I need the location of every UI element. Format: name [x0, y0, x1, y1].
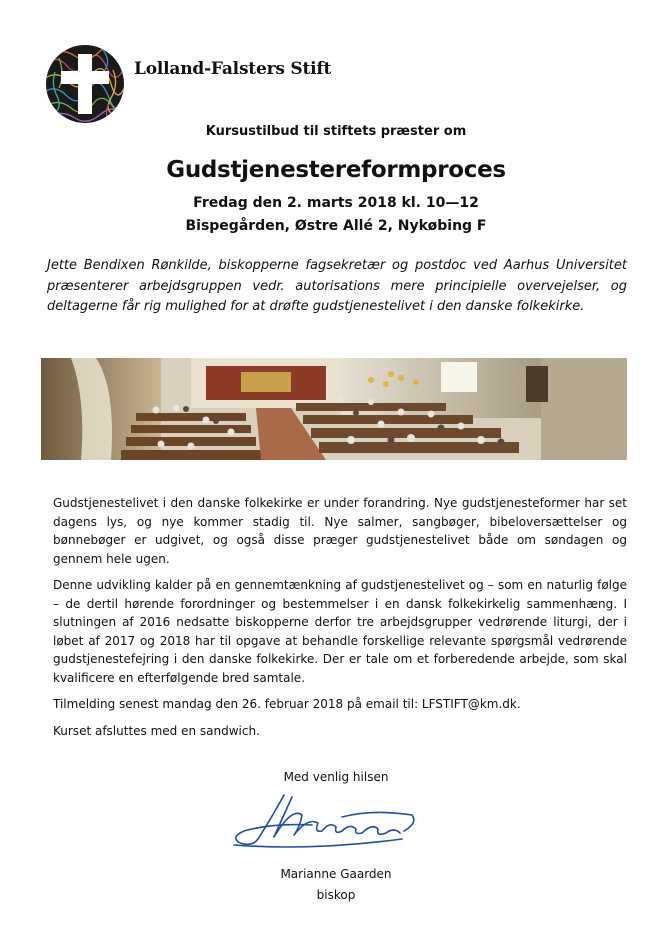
- signatory-name: Marianne Gaarden: [280, 867, 392, 881]
- registration-note: Tilmelding senest mandag den 26. februar 2018 på email til: LFSTIFT@km.dk.: [53, 697, 521, 711]
- intro-paragraph: Jette Bendixen Rønkilde, biskopperne fagsekretær og postdoc ved Aarhus Universitet præsenterer arbejdsgruppen vedr. autorisations mere principielle overvejelser, og deltagerne får rig mulighed for at drøfte gudstjenestelivet i den danske folkekirke.: [47, 258, 627, 314]
- diocese-logo-cross-icon: [45, 44, 125, 124]
- organization-name: Lolland-Falsters Stift: [134, 59, 332, 79]
- event-kicker: Kursustilbud til stiftets præster om: [205, 124, 467, 139]
- event-location: Bispegården, Østre Allé 2, Nykøbing F: [185, 218, 487, 234]
- greeting: Med venlig hilsen: [283, 770, 389, 784]
- closing-note: Kurset afsluttes med en sandwich.: [53, 723, 260, 738]
- paragraph-working-groups: Denne udvikling kalder på en gennemtænkning af gudstjenestelivet og – som en naturlig følge – de dertil hørende forordninger og bestemmelser i en dansk folkekirkelig sammenhæng. I slutningen af 2016 nedsatte biskopperne derfor tre arbejdsgrupper vedrørende liturgi, der i løbet af 2017 og 2018 har til opgave at behandle forskellige relevante spørgsmål vedrørende gudstjenestefejring i den danske folkekirke. Der er tale om et forberedende arbejde, som skal kvalificere en efterfølgende bred samtale.: [53, 578, 627, 685]
- church-interior-photo: [41, 358, 627, 460]
- body-text: [53, 494, 627, 748]
- paragraph-change: Gudstjenestelivet i den danske folkekirke er under forandring. Nye gudstjenesteformer har set dagens lys, og nye kommer stadig til. Nye salmer, sangbøger, bibeloversættelser og bønnebøger er udgivet, og også disse præger gudstjenestelivet både om søndagen og gennem hele ugen.: [53, 496, 627, 566]
- event-title: Gudstjenestereformproces: [166, 157, 506, 183]
- event-date: Fredag den 2. marts 2018 kl. 10—12: [193, 195, 479, 211]
- signatory-role: biskop: [316, 888, 356, 902]
- handwritten-signature: [222, 787, 422, 852]
